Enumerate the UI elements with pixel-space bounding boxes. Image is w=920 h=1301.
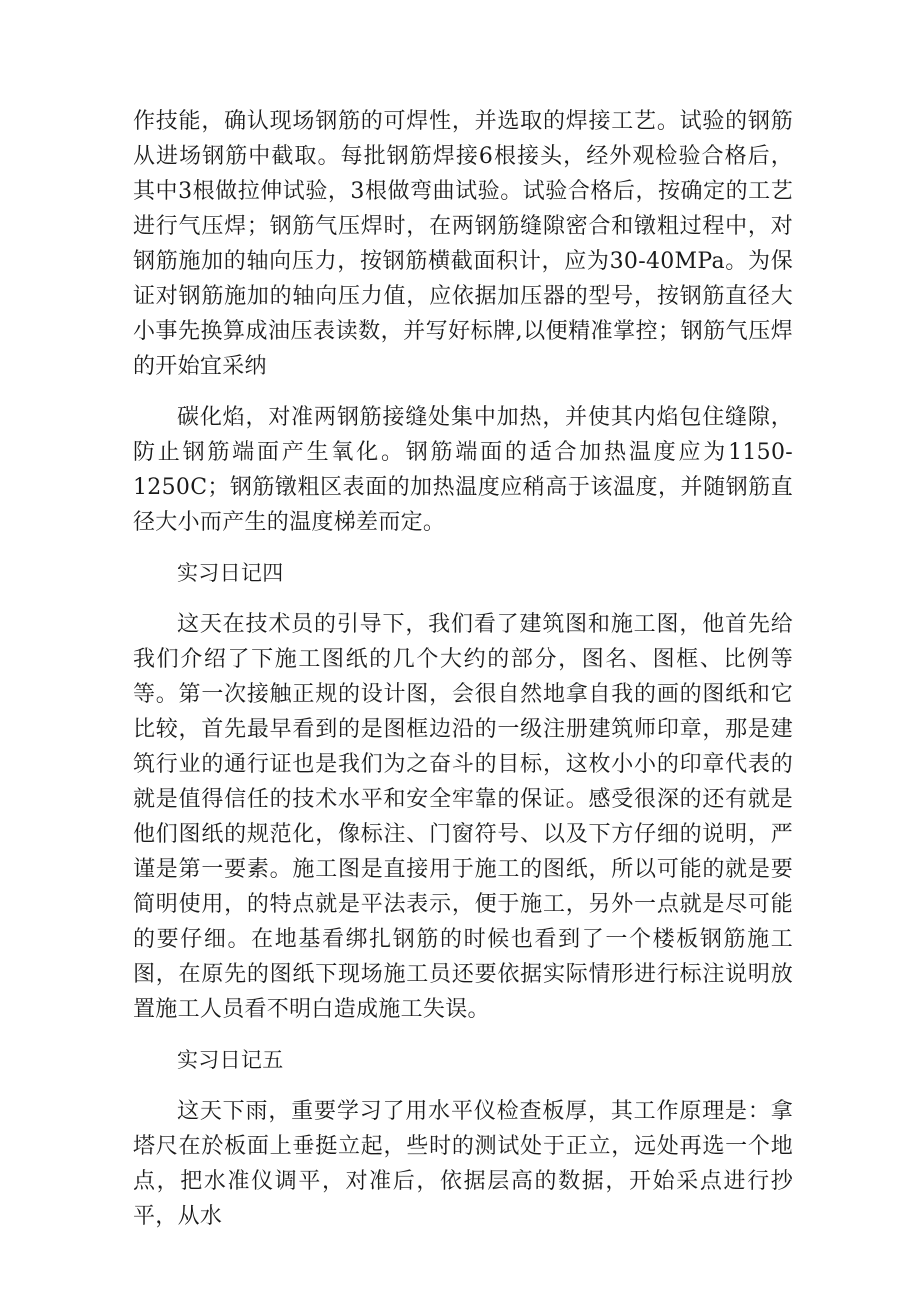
paragraph-drawings: 这天在技术员的引导下，我们看了建筑图和施工图，他首先给我们介绍了下施工图纸的几个大约的部分，图名、图框、比例等等。第一次接触正规的设计图，会很自然地拿自我的画的图纸和它比较，首先最早看到的是图框边沿的一级注册建筑师印章，那是建筑行业的通行证也是我们为之奋斗的目标，这枚小小的印章代表的就是值得信任的技术水平和安全牢靠的保证。感受很深的还有就是他们图纸的规范化，像标注、门窗符号、以及下方仔细的说明，严谨是第一要素。施工图是直接用于施工的图纸，所以可能的就是要简明使用，的特点就是平法表示，便于施工，另外一点就是尽可能的要仔细。在地基看绑扎钢筋的时候也看到了一个楼板钢筋施工图，在原先的图纸下现场施工员还要依据实际情形进行标注说明放置施工人员看不明白造成施工失误。 [133, 612, 793, 1022]
paragraph-carbonizing-flame: 碳化焰，对准两钢筋接缝处集中加热，并使其内焰包住缝隙，防止钢筋端面产生氧化。钢筋端面的适合加热温度应为1150-1250C；钢筋镦粗区表面的加热温度应稍高于该温度，并随钢筋直径大小而产生的温度梯差而定。 [133, 405, 793, 535]
paragraph-gap [133, 540, 793, 556]
heading-diary-four: 实习日记四 [177, 561, 284, 585]
paragraph-gap [133, 384, 793, 400]
heading-diary-five: 实习日记五 [177, 1048, 284, 1072]
paragraph-level-instrument: 这天下雨，重要学习了用水平仪检查板厚，其工作原理是：拿塔尺在於板面上垂挺立起，些时的测试处于正立，远处再选一个地点，把水准仪调平，对准后，依据层高的数据，开始采点进行抄平，从水 [133, 1099, 793, 1229]
paragraph-welding-process: 作技能，确认现场钢筋的可焊性，并选取的焊接工艺。试验的钢筋从进场钢筋中截取。每批钢筋焊接6根接头，经外观检验合格后，其中3根做拉伸试验，3根做弯曲试验。试验合格后，按确定的工艺进行气压焊；钢筋气压焊时，在两钢筋缝隙密合和镦粗过程中，对钢筋施加的轴向压力，按钢筋横截面积计，应为30-40MPa。为保证对钢筋施加的轴向压力值，应依据加压器的型号，按钢筋直径大小事先换算成油压表读数，并写好标牌,以便精准掌控；钢筋气压焊的开始宜采纳 [133, 109, 793, 379]
paragraph-gap [133, 591, 793, 607]
paragraph-gap [133, 1078, 793, 1094]
document-body [133, 104, 793, 1234]
paragraph-gap [133, 1027, 793, 1043]
